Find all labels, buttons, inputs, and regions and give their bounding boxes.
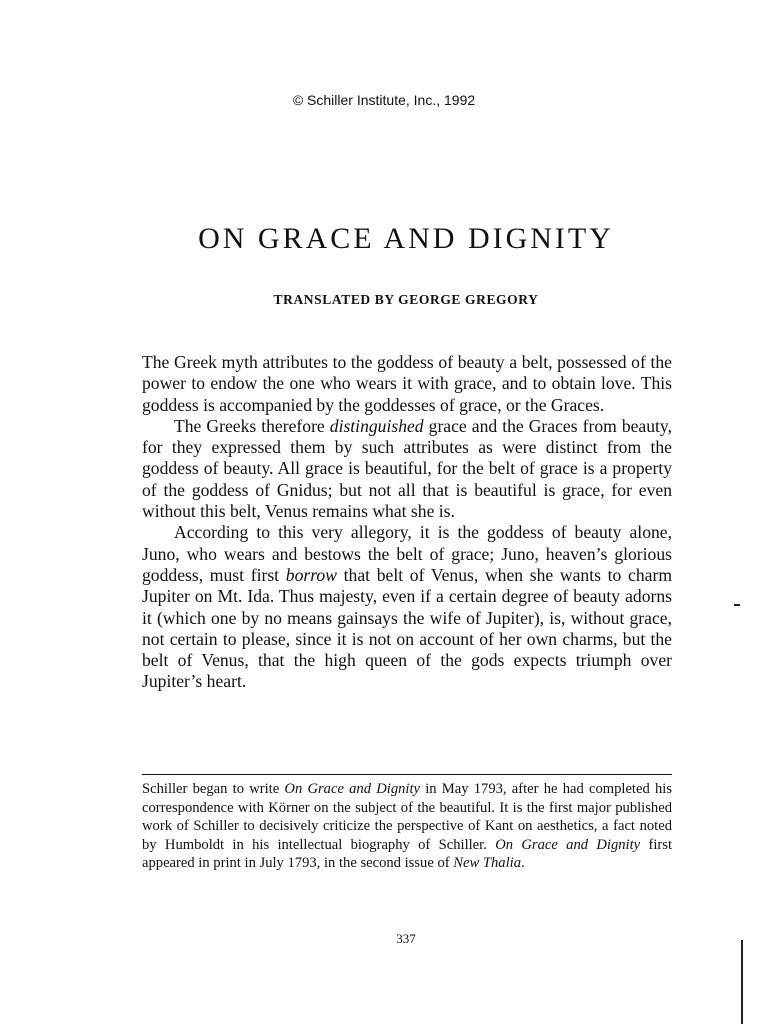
paragraph-2-text-a: The Greeks therefore bbox=[174, 415, 330, 436]
paragraph-3 bbox=[142, 522, 672, 692]
translator-byline: TRANSLATED BY GEORGE GREGORY bbox=[273, 292, 539, 307]
footnote-text-b: in May 1793, after he had completed his correspondence with Körner on the subject of the beautiful. It is the first major published work of Schiller to decisively criticize the perspective of Kant on aesthetics, a fact noted by Humboldt in his intellectual biography of Schiller. bbox=[142, 781, 673, 853]
footnote-paragraph bbox=[142, 780, 672, 873]
paragraph-2-emphasis: distinguished bbox=[329, 415, 424, 436]
footnote-title-1: On Grace and Dignity bbox=[284, 781, 421, 797]
scan-artifact-bar bbox=[741, 940, 743, 1024]
paragraph-3-text-b: that belt of Venus, when she wants to charm Jupiter on Mt. Ida. Thus majesty, even if a certain degree of beauty adorns it (which one by no means gainsays the wife of Jupiter), is, without grace, not certain to please, since it is not on account of her own charms, but the belt of Venus, that the high queen of the gods expects triumph over Jupiter’s heart. bbox=[142, 564, 673, 692]
footnote-text-a: Schiller began to write bbox=[142, 781, 285, 797]
footnote bbox=[142, 780, 672, 873]
scan-artifact-dash bbox=[734, 604, 740, 606]
page-number: 337 bbox=[396, 931, 416, 946]
footnote-title-3: New Thalia bbox=[453, 855, 521, 872]
footnote-title-2: On Grace and Dignity bbox=[495, 836, 641, 853]
paragraph-2-text-b: grace and the Graces from beauty, for they expressed them by such attributes as were distinct from the goddess of beauty. All grace is beautiful, for the belt of grace is a property of the goddess of Gnidus; but not all that is beautiful is grace, for even without this belt, Venus remains what she is. bbox=[142, 415, 672, 522]
page-title: ON GRACE AND DIGNITY bbox=[198, 222, 614, 255]
paragraph-2 bbox=[142, 416, 672, 522]
paragraph-3-emphasis: borrow bbox=[285, 564, 337, 585]
main-text bbox=[142, 352, 672, 693]
copyright-notice: © Schiller Institute, Inc., 1992 bbox=[292, 92, 476, 108]
footnote-text-c: first appeared in print in July 1793, in the second issue of bbox=[142, 836, 672, 872]
paragraph-3-text-a: According to this very allegory, it is the goddess of beauty alone, Juno, who wears and bestows the belt of grace; Juno, heaven’s glorious goddess, must first bbox=[142, 522, 672, 585]
footnote-text-d: . bbox=[521, 855, 525, 872]
footnote-divider bbox=[142, 774, 672, 775]
paragraph-1: The Greek myth attributes to the goddess of beauty a belt, possessed of the power to endow the one who wears it with grace, and to obtain love. This goddess is accompanied by the goddesses of grace, or the Graces. bbox=[142, 352, 672, 415]
